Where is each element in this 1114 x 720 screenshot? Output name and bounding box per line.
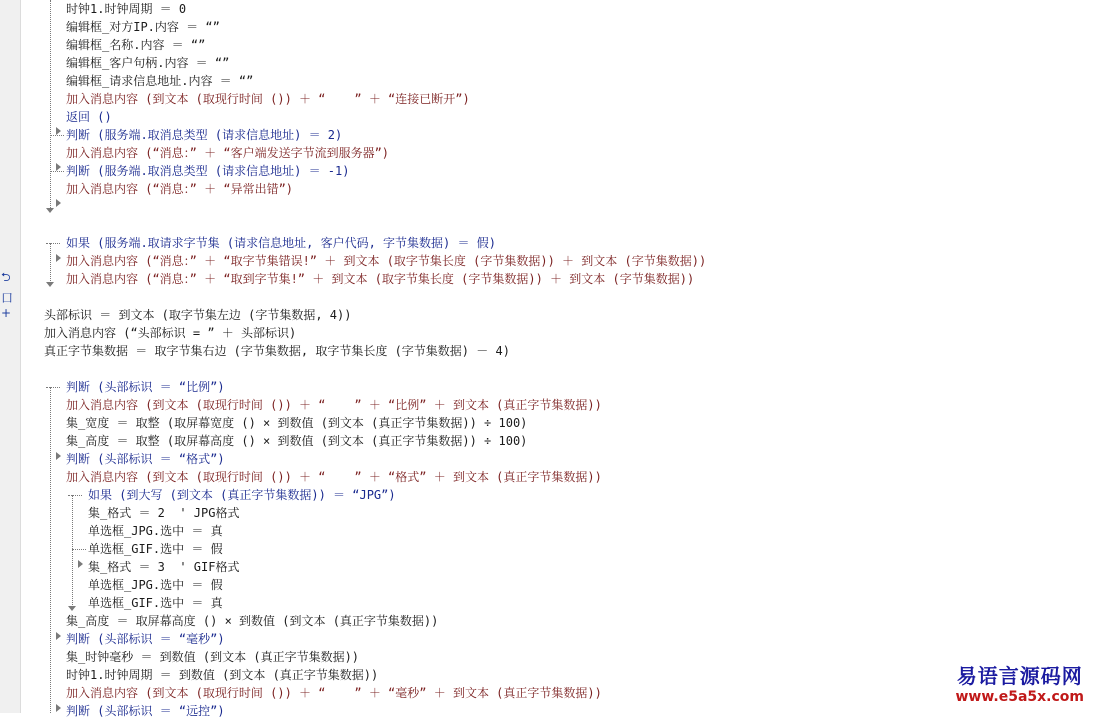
block-branch [50,171,64,172]
code-line[interactable]: 判断 (头部标识 ＝ “毫秒”) [66,632,225,646]
block-branch [46,243,60,244]
code-line[interactable]: 如果 (服务端.取请求字节集 (请求信息地址, 客户代码, 字节集数据) ＝ 假) [66,236,496,250]
code-line[interactable]: 判断 (头部标识 ＝ “格式”) [66,452,225,466]
code-line[interactable]: 编辑框_对方IP.内容 ＝ “” [66,20,220,34]
code-line[interactable]: 加入消息内容 (到文本 (取现行时间 ()) ＋ “ ” ＋ “格式” ＋ 到文本 (真正字节集数据)) [66,470,602,484]
code-line[interactable]: 集_高度 ＝ 取屏幕高度 () × 到数值 (到文本 (真正字节集数据)) [66,614,439,628]
fold-arrow-icon[interactable] [56,452,61,460]
code-line[interactable]: 时钟1.时钟周期 ＝ 到数值 (到文本 (真正字节集数据)) [66,668,379,682]
code-line[interactable]: 加入消息内容 (“消息：” ＋ “取字节集错误!” ＋ 到文本 (取字节集长度 (字节集数据)) ＋ 到文本 (字节集数据)) [66,254,707,268]
block-branch [72,549,86,550]
block-branch [46,387,60,388]
fold-arrow-icon[interactable] [56,704,61,712]
code-line[interactable]: 集_格式 ＝ 2 ' JPG格式 [88,506,240,520]
fold-collapse-icon[interactable] [68,606,76,611]
fold-collapse-icon[interactable] [46,208,54,213]
code-line[interactable]: 返回 () [66,110,112,124]
code-line[interactable]: 真正字节集数据 ＝ 取字节集右边 (字节集数据, 取字节集长度 (字节集数据) － 4) [44,344,510,358]
fold-arrow-icon[interactable] [56,632,61,640]
fold-arrow-icon[interactable] [78,560,83,568]
code-line[interactable]: 集_格式 ＝ 3 ' GIF格式 [88,560,240,574]
block-guide [50,387,51,713]
code-line[interactable]: 头部标识 ＝ 到文本 (取字节集左边 (字节集数据, 4)) [44,308,352,322]
block-branch [50,135,64,136]
code-line[interactable]: 编辑框_名称.内容 ＝ “” [66,38,206,52]
code-line[interactable]: 集_宽度 ＝ 取整 (取屏幕宽度 () × 到数值 (到文本 (真正字节集数据)) ÷ 100) [66,416,528,430]
watermark-url: www.e5a5x.com [955,689,1084,705]
fold-collapse-icon[interactable] [46,282,54,287]
block-guide [50,0,51,210]
code-line[interactable]: 时钟1.时钟周期 ＝ 0 [66,2,187,16]
block-guide [50,243,51,283]
code-line[interactable]: 判断 (头部标识 ＝ “比例”) [66,380,225,394]
breakpoint-marker[interactable]: ⮌口 + [1,270,14,320]
fold-arrow-icon[interactable] [56,127,61,135]
code-line[interactable]: 加入消息内容 (“头部标识 = ” ＋ 头部标识) [44,326,297,340]
fold-arrow-icon[interactable] [56,163,61,171]
code-line[interactable]: 加入消息内容 (到文本 (取现行时间 ()) ＋ “ ” ＋ “毫秒” ＋ 到文本 (真正字节集数据)) [66,686,602,700]
fold-arrow-icon[interactable] [56,199,61,207]
code-line[interactable]: 加入消息内容 (到文本 (取现行时间 ()) ＋ “ ” ＋ “比例” ＋ 到文本 (真正字节集数据)) [66,398,602,412]
code-line[interactable]: 编辑框_客户句柄.内容 ＝ “” [66,56,230,70]
watermark-title: 易语言源码网 [956,664,1083,688]
block-guide [72,495,73,607]
code-line[interactable]: 判断 (服务端.取消息类型 (请求信息地址) ＝ 2) [66,128,343,142]
code-line[interactable]: 判断 (头部标识 ＝ “远控”) [66,704,225,718]
code-line[interactable]: 单选框_JPG.选中 ＝ 真 [88,524,223,538]
code-line[interactable]: 单选框_JPG.选中 ＝ 假 [88,578,223,592]
block-branch [68,495,82,496]
code-line[interactable]: 单选框_GIF.选中 ＝ 真 [88,596,223,610]
code-line[interactable]: 如果 (到大写 (到文本 (真正字节集数据)) ＝ “JPG”) [88,488,396,502]
fold-arrow-icon[interactable] [56,254,61,262]
code-line[interactable]: 加入消息内容 (到文本 (取现行时间 ()) ＋ “ ” ＋ “连接已断开”) [66,92,470,106]
code-line[interactable]: 编辑框_请求信息地址.内容 ＝ “” [66,74,254,88]
site-watermark [955,660,1084,705]
code-line[interactable]: 加入消息内容 (“消息：” ＋ “取到字节集!” ＋ 到文本 (取字节集长度 (字节集数据)) ＋ 到文本 (字节集数据)) [66,272,695,286]
code-line[interactable]: 集_时钟毫秒 ＝ 到数值 (到文本 (真正字节集数据)) [66,650,360,664]
code-line[interactable]: 加入消息内容 (“消息：” ＋ “客户端发送字节流到服务器”) [66,146,390,160]
code-line[interactable]: 加入消息内容 (“消息：” ＋ “异常出错”) [66,182,294,196]
code-line[interactable]: 判断 (服务端.取消息类型 (请求信息地址) ＝ -1) [66,164,350,178]
code-line[interactable]: 单选框_GIF.选中 ＝ 假 [88,542,223,556]
code-line[interactable]: 集_高度 ＝ 取整 (取屏幕高度 () × 到数值 (到文本 (真正字节集数据)) ÷ 100) [66,434,528,448]
